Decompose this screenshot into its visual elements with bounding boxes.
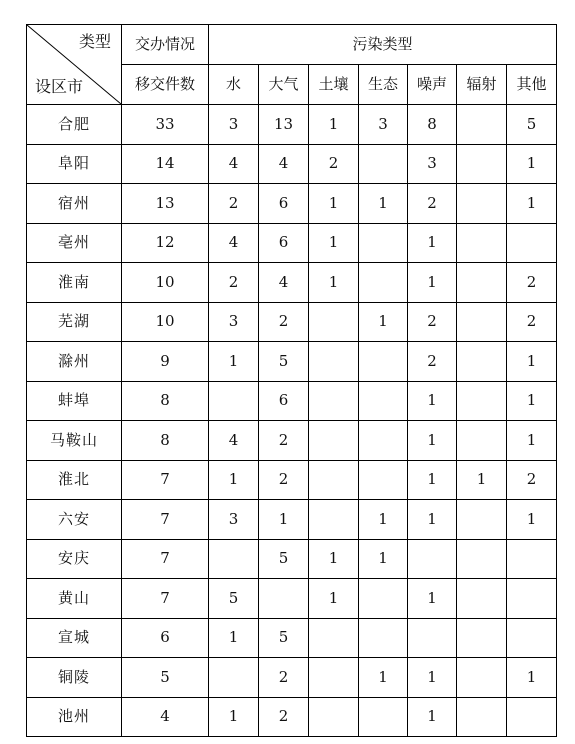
table-row: [27, 302, 557, 342]
noise-cell: 1: [408, 421, 457, 461]
soil-cell: 2: [309, 144, 359, 184]
ecology-cell: [359, 579, 408, 619]
air-cell: 4: [259, 144, 309, 184]
radiation-cell: [457, 618, 507, 658]
soil-cell: 1: [309, 223, 359, 263]
table-body: [27, 105, 557, 737]
noise-cell: 2: [408, 302, 457, 342]
noise-cell: 1: [408, 263, 457, 303]
radiation-cell: [457, 539, 507, 579]
transfer-count-cell: 7: [122, 579, 209, 619]
air-cell: 6: [259, 223, 309, 263]
water-cell: 5: [209, 579, 259, 619]
air-cell: 5: [259, 342, 309, 382]
air-cell: 6: [259, 184, 309, 224]
other-cell: [507, 697, 557, 737]
col-header-air: 大气: [259, 65, 309, 105]
water-cell: 4: [209, 223, 259, 263]
table-row: [27, 539, 557, 579]
transfer-count-cell: 9: [122, 342, 209, 382]
other-cell: 2: [507, 460, 557, 500]
ecology-cell: [359, 697, 408, 737]
soil-cell: [309, 697, 359, 737]
other-cell: [507, 579, 557, 619]
soil-cell: [309, 381, 359, 421]
radiation-cell: [457, 658, 507, 698]
noise-cell: 1: [408, 658, 457, 698]
transfer-count-cell: 8: [122, 381, 209, 421]
ecology-cell: [359, 421, 408, 461]
other-cell: 2: [507, 302, 557, 342]
soil-cell: 1: [309, 184, 359, 224]
transfer-count-cell: 7: [122, 460, 209, 500]
col-header-other: 其他: [507, 65, 557, 105]
corner-label-type: 类型: [78, 32, 111, 51]
noise-cell: 1: [408, 381, 457, 421]
radiation-cell: [457, 579, 507, 619]
water-cell: 1: [209, 697, 259, 737]
table-row: [27, 342, 557, 382]
soil-cell: 1: [309, 539, 359, 579]
air-cell: 6: [259, 381, 309, 421]
ecology-cell: 1: [359, 500, 408, 540]
noise-cell: 1: [408, 697, 457, 737]
air-cell: 5: [259, 618, 309, 658]
water-cell: [209, 539, 259, 579]
city-cell: 六安: [27, 500, 122, 540]
header-row-1: [27, 25, 557, 65]
water-cell: 1: [209, 342, 259, 382]
noise-cell: 1: [408, 500, 457, 540]
city-cell: 铜陵: [27, 658, 122, 698]
other-cell: [507, 223, 557, 263]
water-cell: 2: [209, 184, 259, 224]
soil-cell: [309, 658, 359, 698]
col-header-noise: 噪声: [408, 65, 457, 105]
radiation-cell: [457, 381, 507, 421]
soil-cell: [309, 302, 359, 342]
corner-label-city: 设区市: [35, 77, 84, 96]
radiation-cell: 1: [457, 460, 507, 500]
transfer-count-cell: 8: [122, 421, 209, 461]
water-cell: 4: [209, 144, 259, 184]
water-cell: 4: [209, 421, 259, 461]
other-cell: 1: [507, 658, 557, 698]
transfer-count-cell: 7: [122, 500, 209, 540]
pollution-handover-table: [26, 24, 557, 737]
other-cell: 1: [507, 381, 557, 421]
soil-cell: [309, 500, 359, 540]
soil-cell: [309, 421, 359, 461]
radiation-cell: [457, 184, 507, 224]
col-header-transfer-count: 移交件数: [122, 65, 209, 105]
table-row: [27, 184, 557, 224]
city-cell: 池州: [27, 697, 122, 737]
city-cell: 宿州: [27, 184, 122, 224]
ecology-cell: 1: [359, 539, 408, 579]
soil-cell: [309, 460, 359, 500]
soil-cell: [309, 618, 359, 658]
water-cell: [209, 381, 259, 421]
city-cell: 蚌埠: [27, 381, 122, 421]
water-cell: 3: [209, 302, 259, 342]
table-row: [27, 223, 557, 263]
ecology-cell: [359, 342, 408, 382]
other-cell: 1: [507, 184, 557, 224]
table-row: [27, 144, 557, 184]
city-cell: 亳州: [27, 223, 122, 263]
soil-cell: 1: [309, 105, 359, 145]
radiation-cell: [457, 302, 507, 342]
other-cell: 1: [507, 342, 557, 382]
radiation-cell: [457, 697, 507, 737]
transfer-count-cell: 13: [122, 184, 209, 224]
radiation-cell: [457, 223, 507, 263]
air-cell: 5: [259, 539, 309, 579]
soil-cell: 1: [309, 579, 359, 619]
city-cell: 阜阳: [27, 144, 122, 184]
water-cell: 3: [209, 105, 259, 145]
ecology-cell: [359, 223, 408, 263]
air-cell: 2: [259, 658, 309, 698]
table-row: [27, 697, 557, 737]
transfer-count-cell: 10: [122, 302, 209, 342]
noise-cell: 2: [408, 342, 457, 382]
ecology-cell: 3: [359, 105, 408, 145]
water-cell: 1: [209, 618, 259, 658]
ecology-cell: 1: [359, 184, 408, 224]
air-cell: 2: [259, 302, 309, 342]
ecology-cell: [359, 144, 408, 184]
transfer-count-cell: 12: [122, 223, 209, 263]
air-cell: [259, 579, 309, 619]
noise-cell: 1: [408, 223, 457, 263]
air-cell: 4: [259, 263, 309, 303]
table-row: [27, 421, 557, 461]
col-header-water: 水: [209, 65, 259, 105]
radiation-cell: [457, 144, 507, 184]
city-cell: 芜湖: [27, 302, 122, 342]
radiation-cell: [457, 342, 507, 382]
transfer-count-cell: 5: [122, 658, 209, 698]
col-header-ecology: 生态: [359, 65, 408, 105]
table-row: [27, 460, 557, 500]
air-cell: 2: [259, 697, 309, 737]
table-row: [27, 658, 557, 698]
noise-cell: [408, 539, 457, 579]
other-cell: [507, 539, 557, 579]
ecology-cell: [359, 381, 408, 421]
corner-header-cell: [27, 25, 122, 105]
air-cell: 1: [259, 500, 309, 540]
city-cell: 合肥: [27, 105, 122, 145]
transfer-count-cell: 10: [122, 263, 209, 303]
group-header-pollution-type: 污染类型: [209, 25, 557, 65]
city-cell: 淮南: [27, 263, 122, 303]
col-header-soil: 土壤: [309, 65, 359, 105]
transfer-count-cell: 14: [122, 144, 209, 184]
other-cell: 2: [507, 263, 557, 303]
noise-cell: 2: [408, 184, 457, 224]
air-cell: 2: [259, 460, 309, 500]
transfer-count-cell: 33: [122, 105, 209, 145]
noise-cell: 3: [408, 144, 457, 184]
city-cell: 宣城: [27, 618, 122, 658]
table-row: [27, 105, 557, 145]
noise-cell: [408, 618, 457, 658]
soil-cell: [309, 342, 359, 382]
ecology-cell: 1: [359, 658, 408, 698]
city-cell: 黄山: [27, 579, 122, 619]
radiation-cell: [457, 263, 507, 303]
noise-cell: 1: [408, 579, 457, 619]
transfer-count-cell: 6: [122, 618, 209, 658]
transfer-count-cell: 7: [122, 539, 209, 579]
water-cell: 3: [209, 500, 259, 540]
other-cell: 1: [507, 421, 557, 461]
group-header-handover: 交办情况: [122, 25, 209, 65]
table-row: [27, 263, 557, 303]
col-header-radiation: 辐射: [457, 65, 507, 105]
other-cell: [507, 618, 557, 658]
air-cell: 2: [259, 421, 309, 461]
water-cell: [209, 658, 259, 698]
radiation-cell: [457, 421, 507, 461]
ecology-cell: 1: [359, 302, 408, 342]
noise-cell: 8: [408, 105, 457, 145]
soil-cell: 1: [309, 263, 359, 303]
water-cell: 1: [209, 460, 259, 500]
noise-cell: 1: [408, 460, 457, 500]
table-row: [27, 381, 557, 421]
table-row: [27, 500, 557, 540]
ecology-cell: [359, 460, 408, 500]
table-row: [27, 618, 557, 658]
table-row: [27, 579, 557, 619]
radiation-cell: [457, 500, 507, 540]
radiation-cell: [457, 105, 507, 145]
other-cell: 5: [507, 105, 557, 145]
city-cell: 淮北: [27, 460, 122, 500]
other-cell: 1: [507, 144, 557, 184]
ecology-cell: [359, 618, 408, 658]
air-cell: 13: [259, 105, 309, 145]
transfer-count-cell: 4: [122, 697, 209, 737]
city-cell: 马鞍山: [27, 421, 122, 461]
water-cell: 2: [209, 263, 259, 303]
other-cell: 1: [507, 500, 557, 540]
city-cell: 安庆: [27, 539, 122, 579]
ecology-cell: [359, 263, 408, 303]
city-cell: 滁州: [27, 342, 122, 382]
